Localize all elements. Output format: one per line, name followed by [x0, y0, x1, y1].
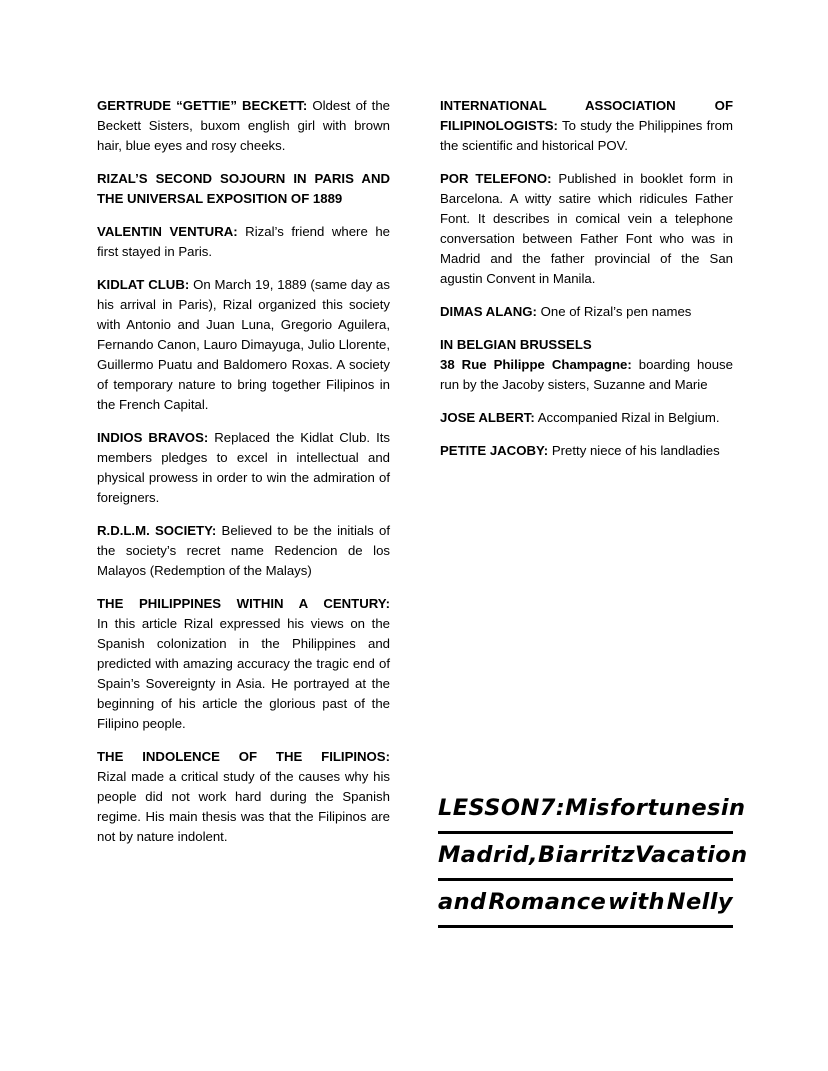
lesson-title-word: Madrid,	[438, 842, 538, 868]
term-38-rue-philippe-champagne: 38 Rue Philippe Champagne:	[440, 357, 632, 372]
heading-rizals-second-sojourn: RIZAL’S SECOND SOJOURN IN PARIS AND THE UNIVERSAL EXPOSITION OF 1889	[97, 171, 390, 206]
lesson-title-word: Biarritz	[537, 842, 635, 868]
term-por-telefono: POR TELEFONO:	[440, 171, 552, 186]
paragraph-indios-bravos	[97, 428, 390, 508]
definition-indios-bravos: Replaced the Kidlat Club. Its members pledges to excel in intellectual and physical prowess in order to win the admiration of foreigners.	[97, 430, 390, 505]
lesson-title-word: and	[438, 889, 487, 915]
heading-in-belgian-brussels: IN BELGIAN BRUSSELS	[440, 337, 592, 352]
definition-indolence-of-the-filipinos: Rizal made a critical study of the causes why his people did not work hard during the Spanish regime. His main thesis was that the Filipinos are not by nature indolent.	[97, 769, 390, 844]
paragraph-indolence-of-the-filipinos	[97, 747, 390, 847]
term-gertrude-beckett: GERTRUDE “GETTIE” BECKETT:	[97, 98, 308, 113]
paragraph-jose-albert	[440, 408, 733, 428]
term-international-association-filipinologists: INTERNATIONAL ASSOCIATION OF FILIPINOLOGISTS:	[440, 98, 733, 133]
term-petite-jacoby: PETITE JACOBY:	[440, 443, 549, 458]
two-column-body	[97, 96, 733, 847]
term-dimas-alang: DIMAS ALANG:	[440, 304, 537, 319]
definition-dimas-alang: One of Rizal’s pen names	[536, 304, 692, 319]
definition-por-telefono: Published in booklet form in Barcelona. A witty satire which ridicules Father Font. It describes in comical vein a telephone conversation between Father Font who was in Madrid and the father provincial of the San agustin Convent in Manila.	[440, 171, 734, 286]
definition-kidlat-club: On March 19, 1889 (same day as his arrival in Paris), Rizal organized this society with Antonio and Juan Luna, Gregorio Aguilera, Fernando Canon, Lauro Dimayuga, Julio Llorente, Guillermo Puatu and Baldomero Roxas. A society of temporary nature to bring together Filipinos in the French Capital.	[97, 277, 390, 412]
lesson-title-word: LESSON	[438, 795, 540, 821]
paragraph-petite-jacoby	[440, 441, 733, 461]
lesson-title-handwritten	[438, 787, 748, 928]
definition-petite-jacoby: Pretty niece of his landladies	[548, 443, 720, 458]
definition-jose-albert: Accompanied Rizal in Belgium.	[534, 410, 720, 425]
lesson-title-word: Romance	[488, 889, 607, 915]
definition-valentin-ventura: Rizal’s friend where he first stayed in Paris.	[97, 224, 390, 259]
paragraph-gertrude-beckett	[97, 96, 390, 156]
heading-indolence-of-the-filipinos: THE INDOLENCE OF THE FILIPINOS:	[97, 749, 390, 764]
lesson-title-word: with	[608, 889, 665, 915]
paragraph-kidlat-club	[97, 275, 390, 415]
lesson-title-word: in	[720, 795, 746, 821]
lesson-title-word: Vacation	[634, 842, 748, 868]
paragraph-rdlm-society	[97, 521, 390, 581]
paragraph-por-telefono	[440, 169, 733, 289]
right-column	[440, 96, 733, 461]
definition-rdlm-society: Believed to be the initials of the society’s recret name Redencion de los Malayos (Redemption of the Malays)	[97, 523, 390, 578]
left-column	[97, 96, 390, 847]
lesson-title-line-3	[438, 881, 733, 928]
term-jose-albert: JOSE ALBERT:	[440, 410, 535, 425]
definition-38-rue-philippe-champagne: boarding house run by the Jacoby sisters, Suzanne and Marie	[440, 357, 733, 392]
heading-philippines-within-a-century: THE PHILIPPINES WITHIN A CENTURY:	[97, 596, 390, 611]
term-kidlat-club: KIDLAT CLUB:	[97, 277, 190, 292]
paragraph-valentin-ventura	[97, 222, 390, 262]
paragraph-dimas-alang	[440, 302, 733, 322]
lesson-title-line-2	[438, 834, 748, 881]
definition-gertrude-beckett: Oldest of the Beckett Sisters, buxom english girl with brown hair, blue eyes and rosy cheeks.	[97, 98, 391, 153]
definition-philippines-within-a-century: In this article Rizal expressed his views on the Spanish colonization in the Philippines and predicted with amazing accuracy the tragic end of Spain’s Sovereignty in Asia. He portrayed at the beginning of his article the glorious past of the Filipino people.	[97, 616, 390, 731]
paragraph-philippines-within-a-century	[97, 594, 390, 734]
lesson-title-word: 7:	[539, 795, 566, 821]
lesson-title-word: Misfortunes	[565, 795, 721, 821]
term-rdlm-society: R.D.L.M. SOCIETY:	[97, 523, 217, 538]
paragraph-38-rue-philippe-champagne	[440, 355, 733, 395]
lesson-title-word: Nelly	[666, 889, 733, 915]
term-valentin-ventura: VALENTIN VENTURA:	[97, 224, 238, 239]
paragraph-international-association-filipinologists	[440, 96, 733, 156]
term-indios-bravos: INDIOS BRAVOS:	[97, 430, 209, 445]
lesson-title-line-1	[438, 787, 746, 834]
definition-international-association-filipinologists: To study the Philippines from the scientific and historical POV.	[440, 118, 733, 153]
